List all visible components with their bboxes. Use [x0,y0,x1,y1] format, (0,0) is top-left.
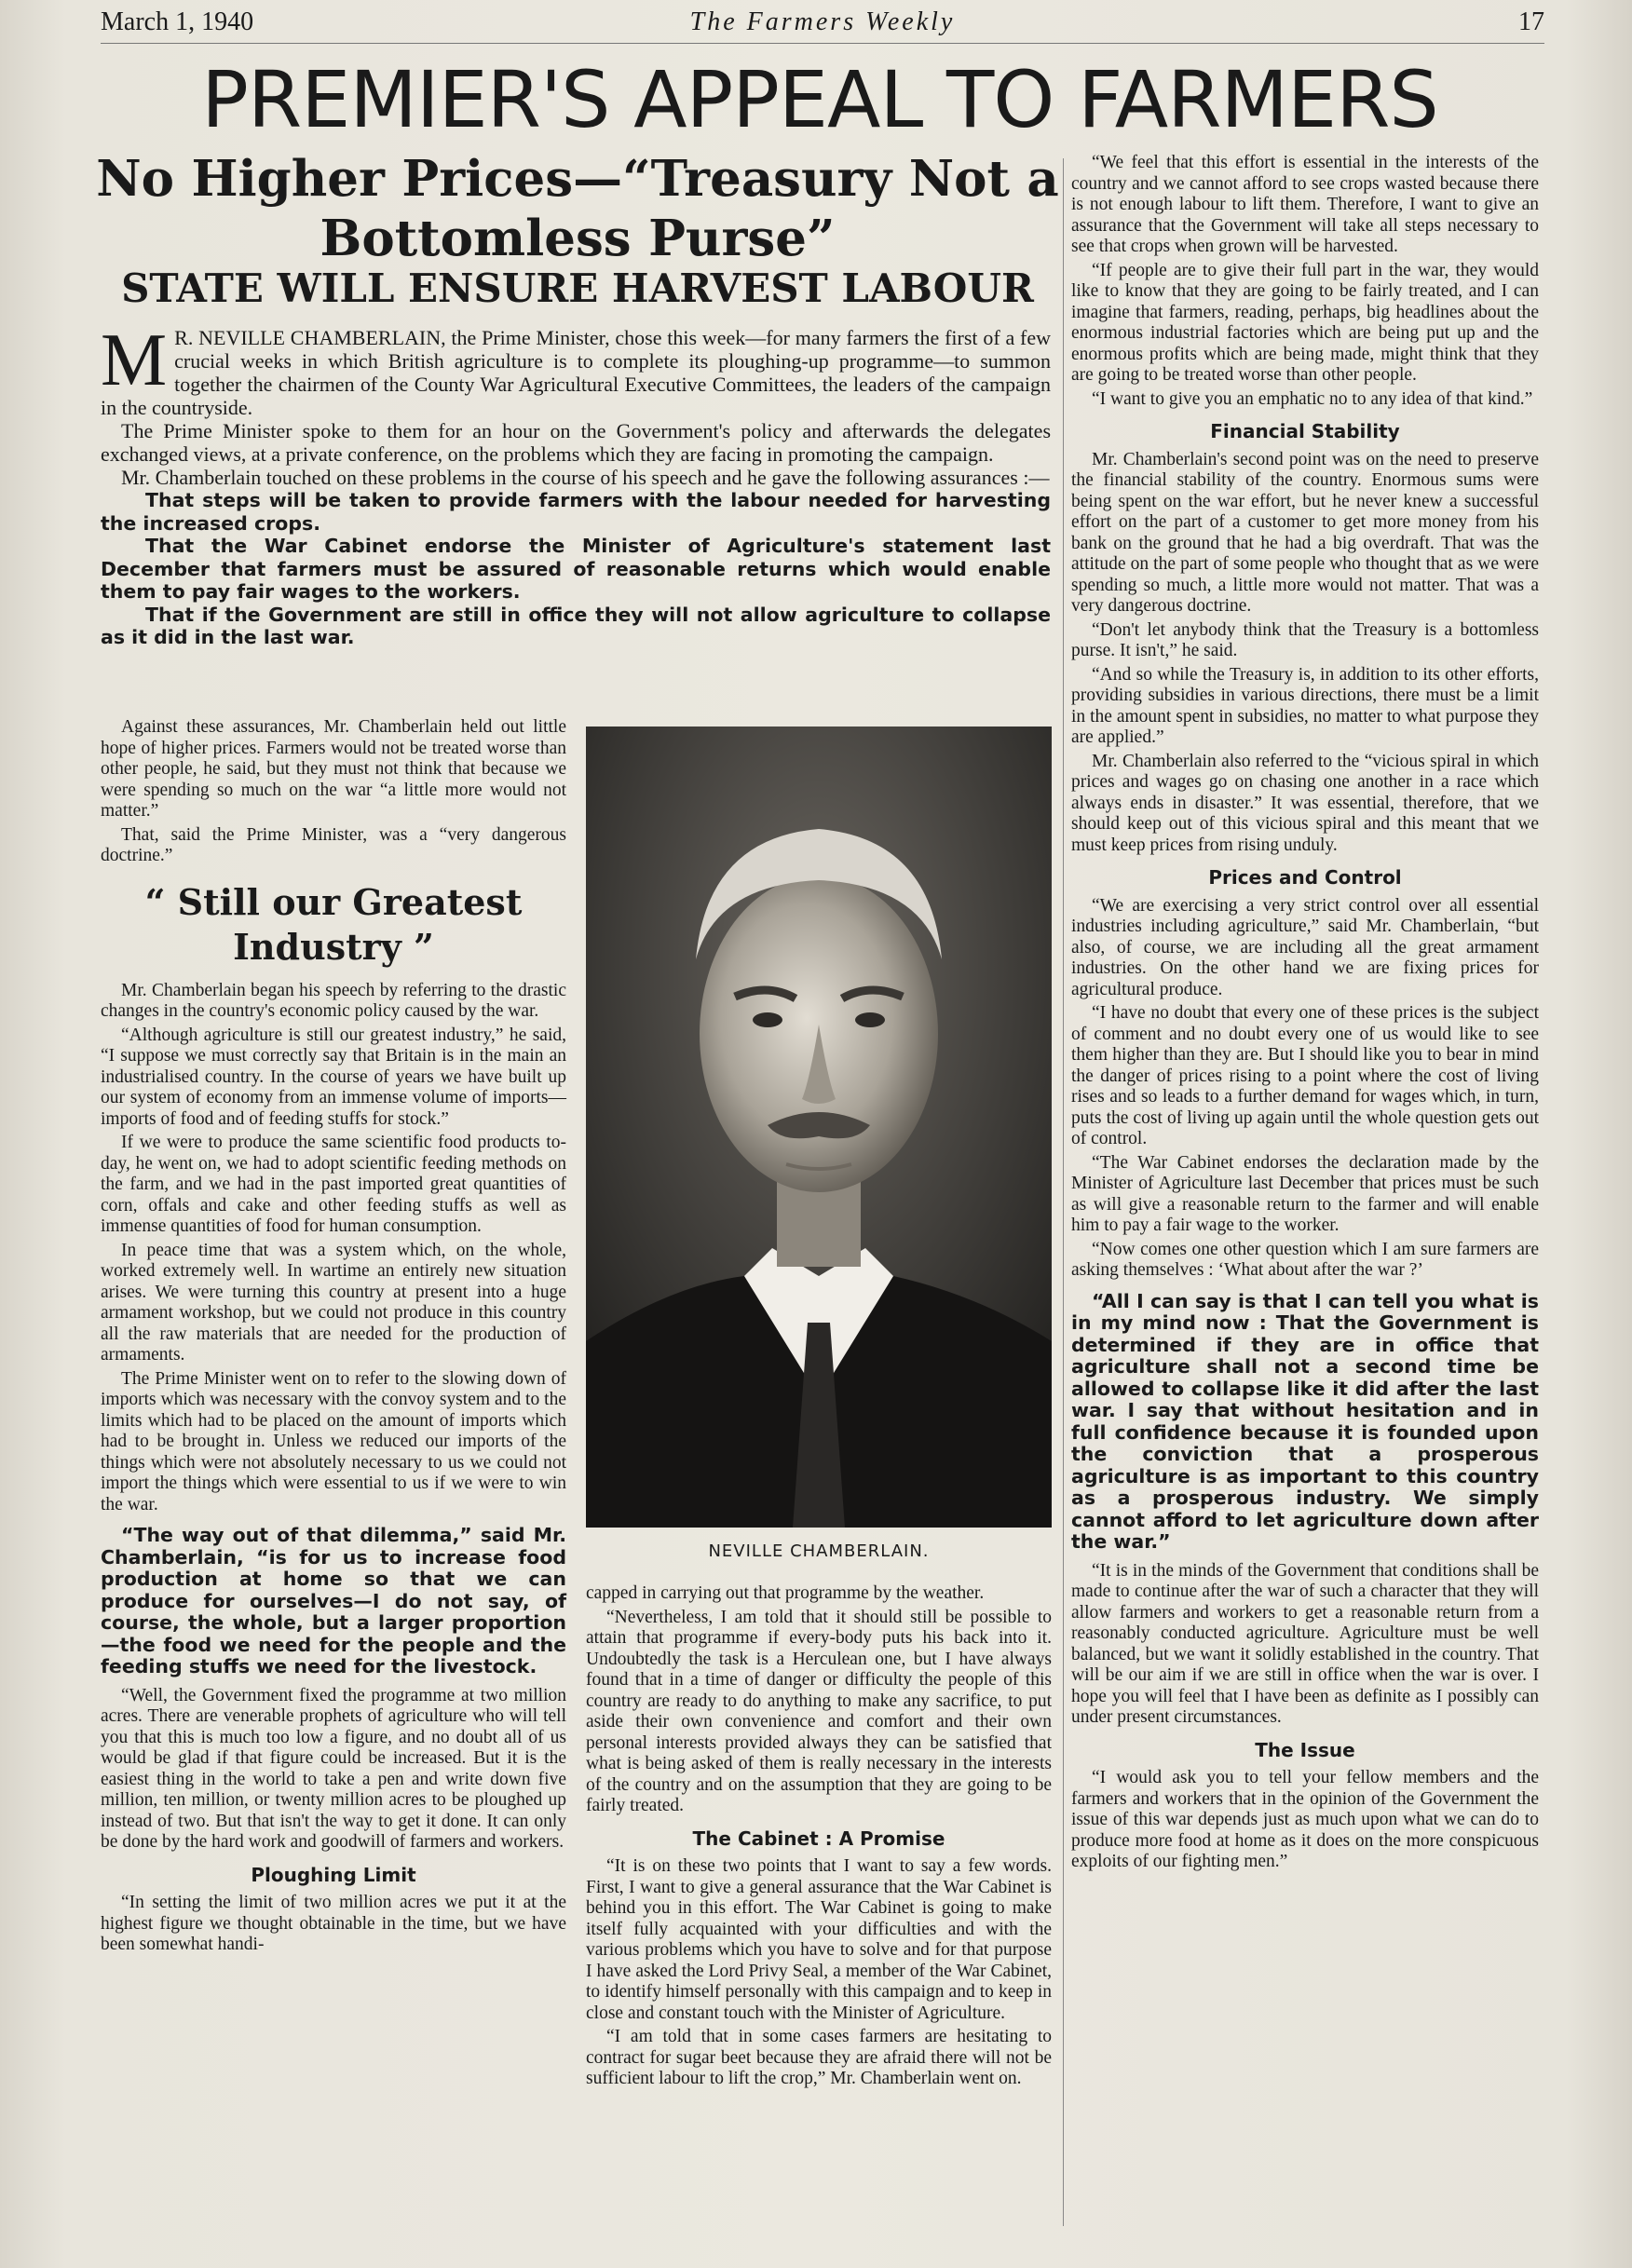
body-paragraph: “It is in the minds of the Government that conditions shall be made to continue after the war of such a character that they will allow farmers and workers to get a reasonable return from a reasonably conducted agriculture. Agriculture must be well balanced, but we want it solidly established in the country. That will be our aim if we are still in office when the war is over. I hope you will feel that I have been as definite as I possibly can under present circumstances. [1071,1560,1539,1727]
body-paragraph: “The War Cabinet endorses the declaration made by the Minister of Agriculture last December that prices must be such as will give a reasonable return to the farmer and will enable him to pay a fair wage to the worker. [1071,1152,1539,1235]
body-paragraph: “It is on these two points that I want to say a few words. First, I want to give a general assurance that the War Cabinet is behind you in this effort. The War Cabinet is going to make itself fully acquainted with your difficulties and with the various problems which you have to solve and for that purpose I have asked the Lord Privy Seal, a member of the War Cabinet, to identify himself personally with this campaign and to keep in close and constant touch with the Minister of Agriculture. [586,1856,1052,2023]
body-paragraph: Mr. Chamberlain's second point was on the need to preserve the financial stability of the country. Enormous sums were being spent on the war effort, but he never knew a successful effort on the part of a customer to get more money from his bank on the ground that he had a big overdraft. That was the attitude on the part of some people who thought that as we were spending so much, a little more would not matter. That was a very dangerous doctrine. [1071,449,1539,616]
body-paragraph: “Well, the Government fixed the programme at two million acres. There are venerable prophets of agriculture who will tell you that this is much too low a figure, and no doubt all of us would be glad if that figure could be increased. But it is the easiest thing in the world to take a pen and write down five million, ten million, or twenty million acres to be ploughed up instead of two. But that isn't the way to get it done. It can only be done by the hard work and goodwill of farmers and workers. [101,1685,566,1852]
section-heading-prices-control: Prices and Control [1208,866,1402,889]
section-heading-cabinet-promise: The Cabinet : A Promise [692,1827,945,1850]
assurance-item: That steps will be taken to provide farmers with the labour needed for harvesting the increased crops. [101,489,1051,535]
intro-text: R. NEVILLE CHAMBERLAIN, the Prime Minister, chose this week—for many farmers the first of a few crucial weeks in which British agriculture is to complete its ploughing-up programme—to summon together the chairmen of the County War Agricultural Executive Committees, the leaders of the campaign in the countryside. [101,326,1051,419]
portrait-illustration [586,727,1052,1528]
body-paragraph: “In setting the limit of two million acres we put it at the highest figure we thought obtainable in the time, but we have been somewhat handi- [101,1893,566,1954]
section-heading-financial-stability: Financial Stability [1210,420,1400,442]
section-heading-the-issue: The Issue [1255,1738,1355,1761]
body-paragraph: “If people are to give their full part in the war, they would like to know that they are going to be fairly treated, and I can imagine that farmers, reading, perhaps, big headlines about the enormous industrial factories which are being put up and the enormous profits which are being made, might think that they are going to be treated worse than other people. [1071,260,1539,385]
issue-date: March 1, 1940 [101,7,254,36]
intro-section [101,319,1051,649]
intro-paragraph: Mr. Chamberlain touched on these problems in the course of his speech and he gave the following assurances :— [121,466,1050,489]
body-paragraph: The Prime Minister went on to refer to the slowing down of imports which was necessary with the convoy system and to the limits which had to be placed on the amount of imports which had to be brought in. Unless we reduced our imports of the things which were not absolutely necessary to us we could not import the things which were essential to us if we were to win the war. [101,1368,566,1514]
column-divider [1063,158,1064,2226]
deck-strapline: STATE WILL ENSURE HARVEST LABOUR [121,265,1034,311]
body-paragraph: “Although agriculture is still our greatest industry,” he said, “I suppose we must correctly say that Britain is in the main an industrialised country. In the course of years we have built up our system of economy from an immense volume of imports—imports of food and of feeding stuffs for stock.” [101,1025,566,1129]
body-paragraph: If we were to produce the same scientific food products to-day, he went on, we had to adopt scientific feeding methods on the farm, and we had in the past imported great quantities of corn, offals and cake and other feeding stuffs as well as immense quantities of food for human consumption. [101,1133,566,1236]
intro-paragraph: The Prime Minister spoke to them for an hour on the Government's policy and afterwards the delegates exchanged views, at a private conference, on the problems which they are facing in promoting the campaign. [101,419,1051,466]
running-header [101,7,1544,45]
body-paragraph: “We feel that this effort is essential in the interests of the country and we cannot afford to see crops wasted because there is not enough labour to lift them. Therefore, I want to give an assurance that the Government will take all steps necessary to see that crops when grown will be harvested. [1071,153,1539,256]
body-paragraph: capped in carrying out that programme by the weather. [586,1583,985,1603]
body-paragraph: Against these assurances, Mr. Chamberlain held out little hope of higher prices. Farmers would not be treated worse than other people, he said, but they must not think that because we were spending so much on the war “a little more would not matter.” [101,717,566,821]
body-paragraph: “We are exercising a very strict control over all essential industries including agriculture,” said Mr. Chamberlain, “but also, of course, we are including all the great armament industries. On the other hand we are fixing prices for agricultural produce. [1071,895,1539,999]
assurance-item: That the War Cabinet endorse the Minister of Agriculture's statement last December that farmers must be assured of reasonable returns which would enable them to pay fair wages to the workers. [101,535,1051,603]
section-heading-greatest-industry: “ Still our Greatest Industry ” [144,880,523,968]
body-paragraph: “Nevertheless, I am told that it should still be possible to attain that programme if every-body puts his back into it. Undoubtedly the task is a Herculean one, but I have always found that in a time of danger or difficulty the people of this country are ready to do anything to make any sacrifice, to put aside their own convenience and comfort and their own personal interests provided always they can be satisfied that what is being asked of them is really necessary in the interests of the country and on the assumption that they are going to be fairly treated. [586,1607,1052,1815]
pull-quote: “All I can say is that I can tell you what is in my mind now : That the Government is determined if they are in office that agriculture shall not a second time be allowed to collapse like it did after the last war. I say that without hesitation and in full confidence because it is founded upon the conviction that a prosperous agriculture is as important to this country as a prosperous industry. We simply cannot afford to let agriculture down after the war.” [1071,1289,1539,1553]
photo-caption: NEVILLE CHAMBERLAIN. [708,1541,930,1561]
body-paragraph: Mr. Chamberlain began his speech by referring to the drastic changes in the country's economic policy caused by the war. [101,980,566,1021]
body-paragraph: “I want to give you an emphatic no to any idea of that kind.” [1092,388,1533,409]
body-paragraph: Mr. Chamberlain also referred to the “vicious spiral in which prices and wages go on chasing one another in a race which always ends in disaster.” It was essential, therefore, that we should keep out of this vicious spiral and this meant that we must keep prices from rising unduly. [1071,751,1539,855]
body-paragraph: In peace time that was a system which, on the whole, worked extremely well. In wartime an entirely new situation arises. We were turning this country at present into a huge armament workshop, but we could not produce in this country all the raw materials that are needed for the production of armaments. [101,1240,566,1365]
body-paragraph: “I am told that in some cases farmers are hesitating to contract for sugar beet because they are afraid there will not be sufficient labour to lift the crop,” Mr. Chamberlain went on. [586,2027,1052,2088]
body-paragraph: “Now comes one other question which I am sure farmers are asking themselves : ‘What about after the war ?’ [1071,1239,1539,1280]
header-rule [101,43,1544,44]
body-paragraph: “Don't let anybody think that the Treasury is a bottomless purse. It isn't,” he said. [1071,619,1539,660]
body-paragraph: “I have no doubt that every one of these prices is the subject of comment and no doubt every one of us would like to see them higher than they are. But I should like you to bear in mind the danger of prices rising to a point where the cost of living rises and so leads to a further demand for wages which, in turn, puts the cost of living up again until the whole question gets out of control. [1071,1003,1539,1148]
deck-subheadline: No Higher Prices—“Treasury Not a Bottomless Purse” [96,150,1059,267]
body-paragraph: “I would ask you to tell your fellow members and the farmers and workers that in the opinion of the Government the issue of this war depends just as much upon what we can do to produce more food at home as it does on the more conspicuous exploits of our fighting men.” [1071,1768,1539,1871]
article-column-2 [586,1583,1052,2093]
body-paragraph: “And so while the Treasury is, in addition to its other efforts, providing subsidies in various directions, there must be a limit in the amount spent in subsidies, no matter to what purpose they are applied.” [1071,664,1539,747]
intro-paragraph [101,319,1051,419]
body-paragraph: That, said the Prime Minister, was a “very dangerous doctrine.” [101,824,566,865]
page-number: 17 [1518,7,1544,36]
section-heading-ploughing-limit: Ploughing Limit [251,1863,416,1886]
headline: PREMIER'S APPEAL TO FARMERS [201,54,1438,145]
article-column-3 [1071,153,1539,1876]
drop-cap: M [101,319,168,401]
magazine-title: The Farmers Weekly [689,7,956,36]
assurance-item: That if the Government are still in office they will not allow agriculture to collapse as it did in the last war. [101,603,1051,648]
portrait-photo [586,727,1052,1528]
pull-quote: “The way out of that dilemma,” said Mr. Chamberlain, “is for us to increase food production at home so that we can produce for ourselves—I do not say, of course, the whole, but a larger proportion—the food we need for the people and the feeding stuffs we need for the livestock. [101,1524,566,1677]
article-column-1 [101,717,566,1959]
